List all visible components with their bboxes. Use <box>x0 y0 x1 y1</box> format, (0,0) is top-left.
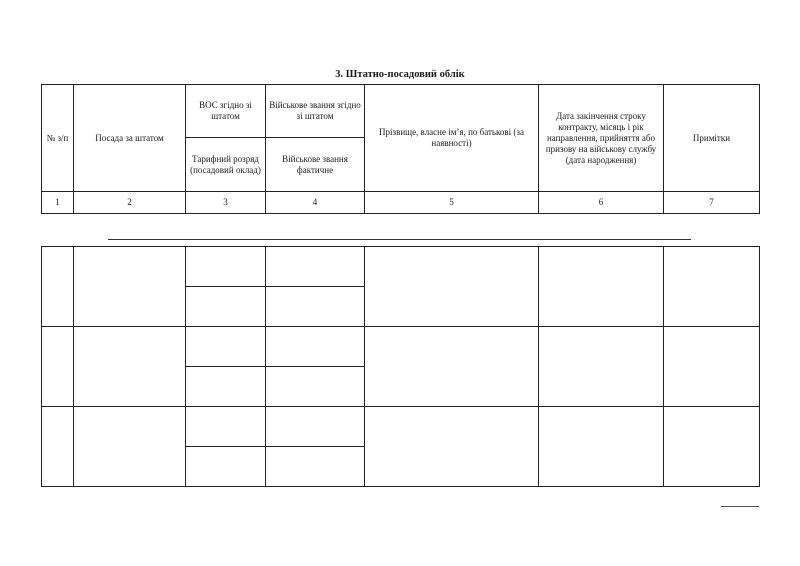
column-number-cell: 3 <box>186 192 266 214</box>
record-contract-date-cell[interactable] <box>539 407 664 487</box>
record-rank-staff-cell[interactable] <box>266 247 365 287</box>
record-number-cell[interactable] <box>42 407 74 487</box>
column-number-cell: 4 <box>266 192 365 214</box>
header-number: № з/п <box>42 85 74 192</box>
record-notes-cell[interactable] <box>664 327 760 407</box>
header-rank-staff: Військове звання згідно зі штатом <box>266 85 365 138</box>
records-body <box>42 247 760 487</box>
record-row <box>42 407 760 447</box>
header-full-name: Прізвище, власне ім’я, по батькові (за наявності) <box>365 85 539 192</box>
separator-line <box>108 239 691 240</box>
record-tariff-cell[interactable] <box>186 447 266 487</box>
header-contract-date: Дата закінчення строку контракту, місяць і рік направлення, прийняття або призову на військову службу (дата народження) <box>539 85 664 192</box>
record-notes-cell[interactable] <box>664 247 760 327</box>
record-tariff-cell[interactable] <box>186 367 266 407</box>
record-position-cell[interactable] <box>74 407 186 487</box>
record-contract-date-cell[interactable] <box>539 327 664 407</box>
column-number-cell: 6 <box>539 192 664 214</box>
column-number-cell: 1 <box>42 192 74 214</box>
column-number-cell: 5 <box>365 192 539 214</box>
section-title: 3. Штатно-посадовий облік <box>335 69 465 80</box>
header-vos: ВОС згідно зі штатом <box>186 85 266 138</box>
record-position-cell[interactable] <box>74 327 186 407</box>
record-rank-actual-cell[interactable] <box>266 367 365 407</box>
record-notes-cell[interactable] <box>664 407 760 487</box>
record-vos-cell[interactable] <box>186 247 266 287</box>
header-tariff: Тарифний розряд (посадовий оклад) <box>186 138 266 192</box>
record-rank-staff-cell[interactable] <box>266 407 365 447</box>
header-notes: Примітки <box>664 85 760 192</box>
record-full-name-cell[interactable] <box>365 407 539 487</box>
record-number-cell[interactable] <box>42 327 74 407</box>
header-table <box>41 84 760 214</box>
record-vos-cell[interactable] <box>186 327 266 367</box>
record-row <box>42 247 760 287</box>
header-position: Посада за штатом <box>74 85 186 192</box>
record-row <box>42 327 760 367</box>
record-position-cell[interactable] <box>74 247 186 327</box>
column-number-cell: 7 <box>664 192 760 214</box>
record-rank-staff-cell[interactable] <box>266 327 365 367</box>
record-contract-date-cell[interactable] <box>539 247 664 327</box>
record-number-cell[interactable] <box>42 247 74 327</box>
record-full-name-cell[interactable] <box>365 247 539 327</box>
record-rank-actual-cell[interactable] <box>266 287 365 327</box>
record-rank-actual-cell[interactable] <box>266 447 365 487</box>
footer-line <box>721 506 759 507</box>
record-vos-cell[interactable] <box>186 407 266 447</box>
record-full-name-cell[interactable] <box>365 327 539 407</box>
column-number-cell: 2 <box>74 192 186 214</box>
records-table <box>41 246 760 487</box>
record-tariff-cell[interactable] <box>186 287 266 327</box>
header-rank-actual: Військове звання фактичне <box>266 138 365 192</box>
